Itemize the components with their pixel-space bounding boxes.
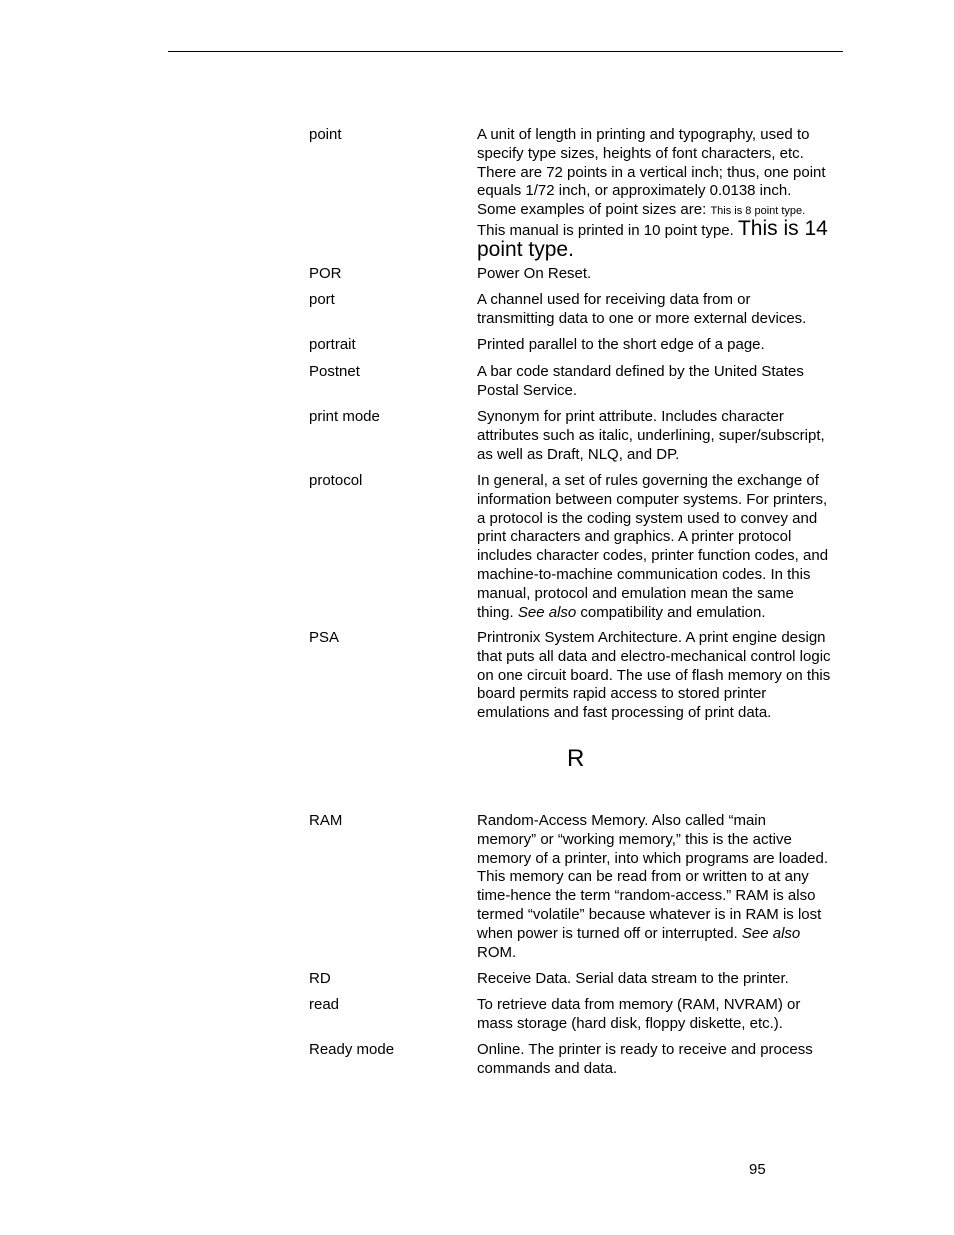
definition-line: A unit of length in printing and typography, used to: [477, 126, 810, 143]
definition-text: thing.: [477, 603, 518, 621]
glossary-definition: [477, 336, 845, 355]
glossary-term: print mode: [309, 408, 380, 425]
glossary-definition: [477, 408, 845, 464]
glossary-definition: [477, 291, 845, 329]
definition-line: [477, 604, 845, 623]
definition-line: commands and data.: [477, 1059, 618, 1077]
glossary-term: PSA: [309, 629, 340, 646]
definition-line: memory” or “working memory,” this is the active: [477, 830, 792, 848]
definition-line: machine-to-machine communication codes. In this: [477, 565, 811, 583]
glossary-definition: [477, 629, 845, 723]
definition-line: To retrieve data from memory (RAM, NVRAM) or: [477, 996, 801, 1013]
definition-line: board permits rapid access to stored printer: [477, 685, 767, 703]
definition-line: termed “volatile” because whatever is in RAM is lost: [477, 905, 822, 923]
header-rule: [168, 51, 843, 52]
definition-text: compatibility and emulation.: [576, 603, 766, 621]
definition-line: In general, a set of rules governing the exchange of: [477, 472, 819, 489]
see-also-label: See also: [517, 603, 577, 621]
glossary-definition: [477, 363, 845, 401]
definition-line: Power On Reset.: [477, 265, 592, 282]
example-8-point: This is 8 point type.: [710, 205, 806, 218]
definition-line: transmitting data to one or more external devices.: [477, 309, 807, 327]
glossary-term: read: [309, 996, 340, 1013]
glossary-term: RD: [309, 970, 331, 987]
definition-line: attributes such as italic, underlining, super/subscript,: [477, 426, 825, 444]
definition-line: Synonym for print attribute. Includes character: [477, 408, 784, 425]
definition-line: mass storage (hard disk, floppy diskette, etc.).: [477, 1014, 783, 1032]
glossary-term: POR: [309, 265, 342, 282]
definition-line: that puts all data and electro-mechanical control logic: [477, 647, 831, 665]
definition-line: Online. The printer is ready to receive and process: [477, 1041, 813, 1058]
definition-line: emulations and fast processing of print data.: [477, 704, 772, 722]
definition-line: Random-Access Memory. Also called “main: [477, 812, 766, 829]
glossary-term: RAM: [309, 812, 343, 829]
definition-line: [477, 925, 845, 944]
glossary-term: port: [309, 291, 335, 308]
glossary-term: Postnet: [309, 363, 360, 380]
definition-line: [477, 216, 845, 240]
definition-line: includes character codes, printer function codes, and: [477, 547, 829, 565]
glossary-definition: [477, 970, 845, 989]
example-14-point-part-1: This is 14: [737, 216, 828, 240]
glossary-term: point: [309, 126, 342, 143]
example-14-point-part-2: point type.: [477, 237, 574, 261]
definition-line: Receive Data. Serial data stream to the printer.: [477, 970, 789, 987]
definition-line: specify type sizes, heights of font characters, etc.: [477, 144, 804, 162]
definition-line: manual, protocol and emulation mean the same: [477, 584, 794, 602]
definition-line: ROM.: [477, 943, 517, 961]
definition-line: A channel used for receiving data from or: [477, 291, 751, 308]
definition-line: Printed parallel to the short edge of a page.: [477, 336, 765, 353]
glossary-definition: [477, 126, 845, 261]
glossary-definition: [477, 812, 845, 962]
definition-line: There are 72 points in a vertical inch; thus, one point: [477, 163, 826, 181]
definition-line: print characters and graphics. A printer protocol: [477, 528, 792, 546]
examples-intro: Some examples of point sizes are:: [477, 201, 711, 219]
glossary-definition: [477, 1041, 845, 1079]
definition-line: equals 1/72 inch, or approximately 0.0138 inch.: [477, 182, 792, 200]
definition-line: information between computer systems. For printers,: [477, 490, 828, 508]
definition-line: Printronix System Architecture. A print engine design: [477, 629, 826, 646]
definition-line: A bar code standard defined by the United States: [477, 363, 804, 380]
glossary-definition: [477, 265, 845, 284]
definition-line: Postal Service.: [477, 381, 578, 399]
definition-line: a protocol is the coding system used to convey and: [477, 509, 818, 527]
definition-line: This memory can be read from or written to at any: [477, 868, 809, 886]
glossary-term: protocol: [309, 472, 363, 489]
glossary-definition: [477, 472, 845, 622]
definition-text: when power is turned off or interrupted.: [477, 924, 742, 942]
definition-line: memory of a printer, into which programs are loaded.: [477, 849, 828, 867]
glossary-term: portrait: [309, 336, 356, 353]
section-heading-letter: R: [567, 745, 585, 772]
page-number: 95: [749, 1161, 766, 1178]
glossary-definition: [477, 996, 845, 1034]
glossary-term: Ready mode: [309, 1041, 395, 1058]
see-also-label: See also: [741, 924, 801, 942]
definition-line: as well as Draft, NLQ, and DP.: [477, 445, 680, 463]
definition-line: on one circuit board. The use of flash memory on this: [477, 666, 831, 684]
example-10-point: This manual is printed in 10 point type.: [477, 221, 738, 239]
definition-line: time-hence the term “random-access.” RAM is also: [477, 887, 816, 905]
